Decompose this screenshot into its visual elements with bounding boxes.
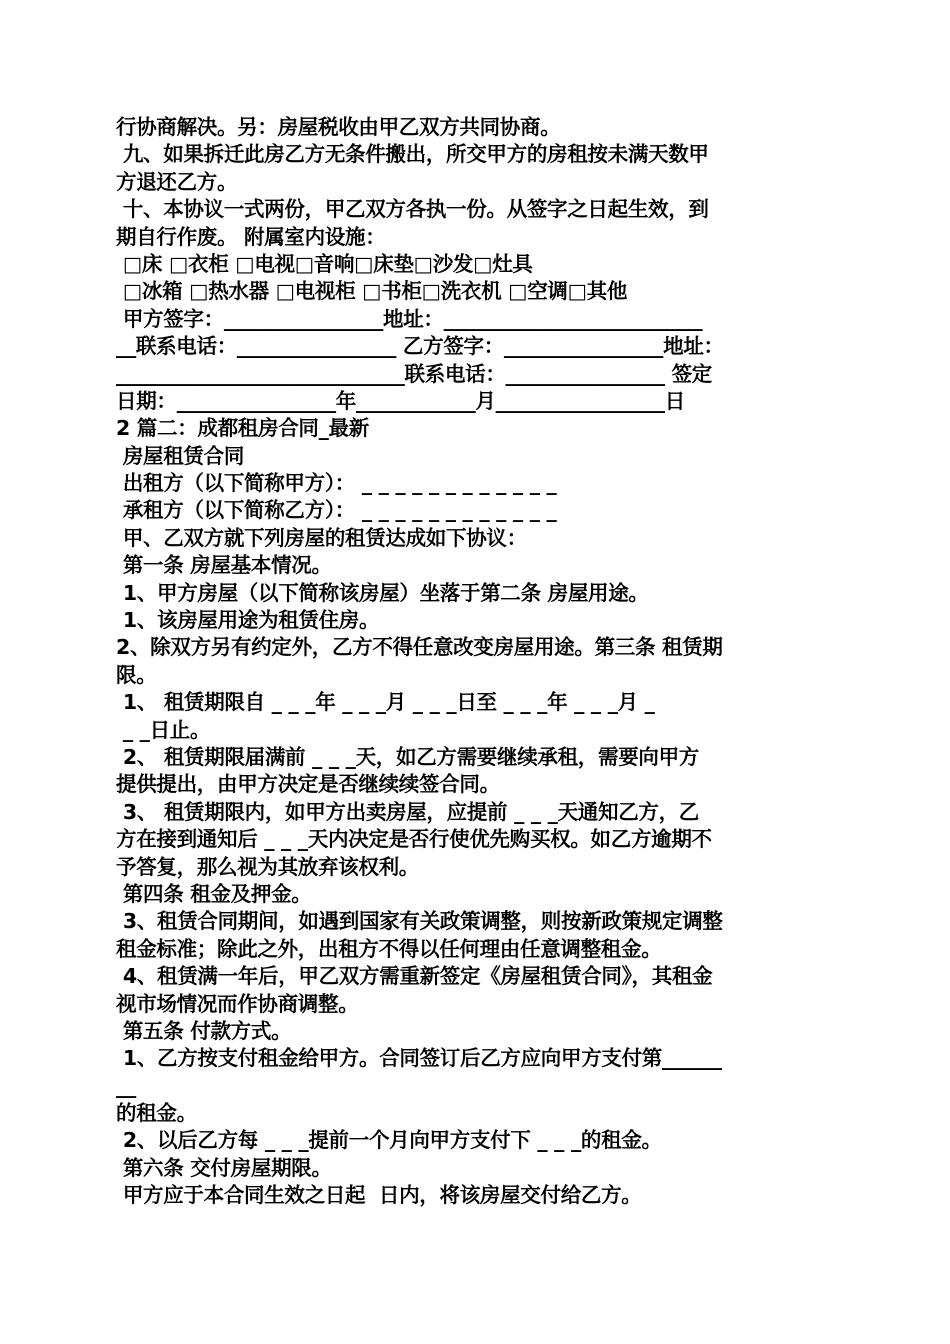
text-line: 期自行作废。 附属室内设施： xyxy=(116,224,386,249)
text-line: 限。 xyxy=(116,662,157,687)
lessor-line: 出租方（以下简称甲方）： _ _ _ _ _ _ _ _ _ _ _ _ xyxy=(116,471,557,496)
text-line: 1、乙方按支付租金给甲方。合同签订后乙方应向甲方支付第______ xyxy=(116,1046,722,1071)
text-line: _ _日止。 xyxy=(116,717,211,742)
facilities-checklist-line: □床 □衣柜 □电视□音响□床垫□沙发□灶具 xyxy=(116,251,533,276)
text-line: 1、 租赁期限自 _ _ _年 _ _ _月 _ _ _日至 _ _ _年 _ _ _月 _ xyxy=(116,690,655,715)
text-line: 甲、乙双方就下列房屋的租赁达成如下协议： xyxy=(116,525,527,550)
lessee-line: 承租方（以下简称乙方）： _ _ _ _ _ _ _ _ _ _ _ _ xyxy=(116,498,557,523)
text-line: 甲方应于本合同生效之日起 日内，将该房屋交付给乙方。 xyxy=(116,1183,642,1208)
text-line: __ xyxy=(116,1073,136,1098)
text-line: 方退还乙方。 xyxy=(116,169,238,194)
contract-title: 房屋租赁合同 xyxy=(116,443,245,468)
text-line: 3、 租赁期限内，如甲方出卖房屋，应提前 _ _ _天通知乙方，乙 xyxy=(116,799,699,824)
text-line: 九、如果拆迁此房乙方无条件搬出，所交甲方的房租按未满天数甲 xyxy=(116,142,709,167)
text-line: 4、租赁满一年后，甲乙双方需重新签定《房屋租赁合同》，其租金 xyxy=(116,964,713,989)
text-line: 2、以后乙方每 _ _ _提前一个月向甲方支付下 _ _ _的租金。 xyxy=(116,1128,662,1153)
text-line: 提供提出，由甲方决定是否继续续签合同。 xyxy=(116,772,500,797)
text-line: 2、 租赁期限届满前 _ _ _天，如乙方需要继续承租，需要向甲方 xyxy=(116,744,699,769)
text-line: 方在接到通知后 _ _ _天内决定是否行使优先购买权。如乙方逾期不 xyxy=(116,827,712,852)
document-body xyxy=(116,114,846,1210)
text-line: 予答复，那么视为其放弃该权利。 xyxy=(116,854,419,879)
text-line: 1、该房屋用途为租赁住房。 xyxy=(116,608,380,633)
signature-line: _____________________________联系电话：________________ 签定 xyxy=(116,361,712,386)
text-line: 租金标准；除此之外，出租方不得以任何理由任意调整租金。 xyxy=(116,936,662,961)
clause-heading: 第五条 付款方式。 xyxy=(116,1018,292,1043)
text-line: 1、甲方房屋（以下简称该房屋）坐落于第二条 房屋用途。 xyxy=(116,580,649,605)
text-line: 行协商解决。另：房屋税收由甲乙双方共同协商。 xyxy=(116,115,561,139)
text-line: 的租金。 xyxy=(116,1101,197,1126)
text-line: 3、租赁合同期间，如遇到国家有关政策调整，则按新政策规定调整 xyxy=(116,909,723,934)
text-line: 视市场情况而作协商调整。 xyxy=(116,991,359,1016)
signature-line: 甲方签字：________________地址：__________________________ xyxy=(116,306,703,331)
text-line: 十、本协议一式两份，甲乙双方各执一份。从签字之日起生效，到 xyxy=(116,197,709,222)
clause-heading: 第四条 租金及押金。 xyxy=(116,881,312,906)
signature-date-line: 日期：________________年____________月_________________日 xyxy=(116,388,685,413)
section-heading: 2 篇二：成都租房合同_最新 xyxy=(116,416,369,441)
signature-line: __联系电话：________________ 乙方签字：________________地址： xyxy=(116,334,724,359)
facilities-checklist-line: □冰箱 □热水器 □电视柜 □书柜□洗衣机 □空调□其他 xyxy=(116,279,628,304)
clause-heading: 第一条 房屋基本情况。 xyxy=(116,553,332,578)
text-line: 2、除双方另有约定外，乙方不得任意改变房屋用途。第三条 租赁期 xyxy=(116,635,723,660)
clause-heading: 第六条 交付房屋期限。 xyxy=(116,1155,332,1180)
